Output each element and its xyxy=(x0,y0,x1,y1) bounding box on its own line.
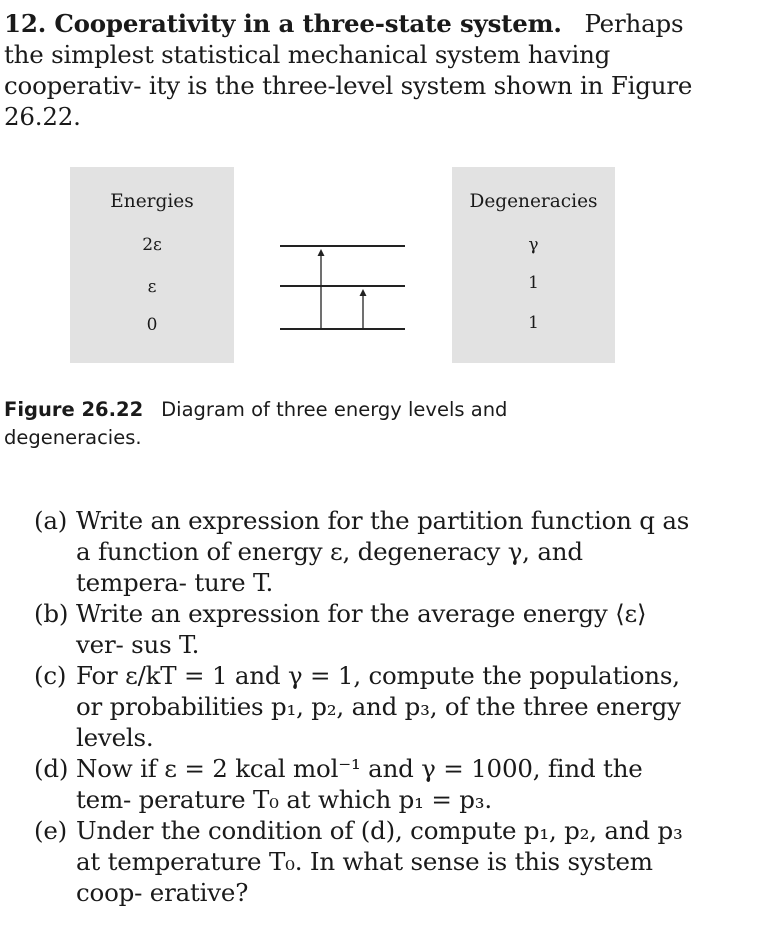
caption-label: Figure 26.22 xyxy=(4,398,144,421)
part-text: Under the condition of (d), compute p₁, p₂, and p₃ at temperature T₀. In what sense is this system coop- erative? xyxy=(76,816,683,907)
energy-level-diagram xyxy=(270,228,420,348)
part-d xyxy=(34,753,694,815)
degeneracy-bottom: 1 xyxy=(528,313,539,333)
caption-text: Diagram of three energy levels and degeneracies. xyxy=(4,398,508,449)
degeneracy-top: γ xyxy=(528,235,539,255)
energies-header: Energies xyxy=(110,191,194,212)
part-text: Write an expression for the partition function q as a function of energy ε, degeneracy γ, and tempera- ture T. xyxy=(76,506,690,597)
degeneracies-panel xyxy=(452,167,615,363)
part-c xyxy=(34,660,694,753)
part-b xyxy=(34,598,694,660)
part-text: Write an expression for the average energy ⟨ε⟩ ver- sus T. xyxy=(76,599,647,659)
part-label: (c) xyxy=(34,661,67,690)
energies-panel xyxy=(70,167,234,363)
part-text: For ε/kT = 1 and γ = 1, compute the populations, or probabilities p₁, p₂, and p₃, of the three energy levels. xyxy=(76,661,681,752)
problem-title: 12. Cooperativity in a three-state system. xyxy=(4,9,562,38)
energy-level-0: 0 xyxy=(146,315,158,335)
problem-intro xyxy=(4,8,704,132)
arrowhead-middle xyxy=(360,289,367,296)
energy-level-e: ε xyxy=(147,277,157,297)
degeneracy-middle: 1 xyxy=(528,273,539,293)
arrowhead-top xyxy=(318,249,325,256)
part-label: (d) xyxy=(34,754,69,783)
problem-intro-text: Perhaps the simplest statistical mechanical system having cooperativ- ity is the three-level system shown in Figure 26.22. xyxy=(4,9,693,131)
part-label: (b) xyxy=(34,599,69,628)
energy-level-2e: 2ε xyxy=(142,235,162,255)
question-parts xyxy=(34,505,694,908)
part-a xyxy=(34,505,694,598)
part-label: (a) xyxy=(34,506,68,535)
part-text: Now if ε = 2 kcal mol⁻¹ and γ = 1000, find the tem- perature T₀ at which p₁ = p₃. xyxy=(76,754,643,814)
degeneracies-header: Degeneracies xyxy=(469,191,598,212)
part-label: (e) xyxy=(34,816,68,845)
figure-caption xyxy=(4,396,604,452)
part-e xyxy=(34,815,694,908)
